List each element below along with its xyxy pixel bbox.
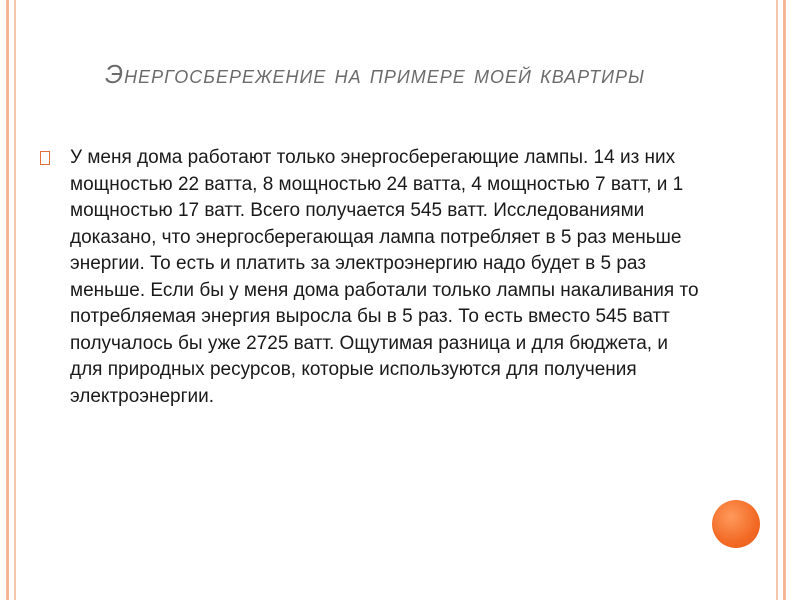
bullet-icon-shape [40, 151, 50, 165]
frame-line-left-inner [14, 0, 16, 600]
frame-line-left-outer [6, 0, 9, 600]
bullet-icon [40, 151, 52, 165]
orange-circle-icon [712, 500, 760, 548]
slide-title: Энергосбережение на примере моей квартиры [105, 59, 645, 89]
frame-line-right-outer [783, 0, 786, 600]
slide-body-text: У меня дома работают только энергосберегающие лампы. 14 из них мощностью 22 ватта, 8 мощностью 24 ватта, 4 мощностью 7 ватт, и 1 мощностью 17 ватт. Всего получается 545 ватт. Исследованиями доказано, что энергосберегающая лампа потребляет в 5 раз меньше энергии. То есть и платить за электроэнергию надо будет в 5 раз меньше. Если бы у меня дома работали только лампы накаливания то потребляемая энергия выросла бы в 5 раз. То есть вместо 545 ватт получалось бы уже 2725 ватт. Ощутимая разница и для бюджета, и для природных ресурсов, которые используются для получения электроэнергии. [70, 147, 699, 407]
frame-line-right-inner [776, 0, 778, 600]
